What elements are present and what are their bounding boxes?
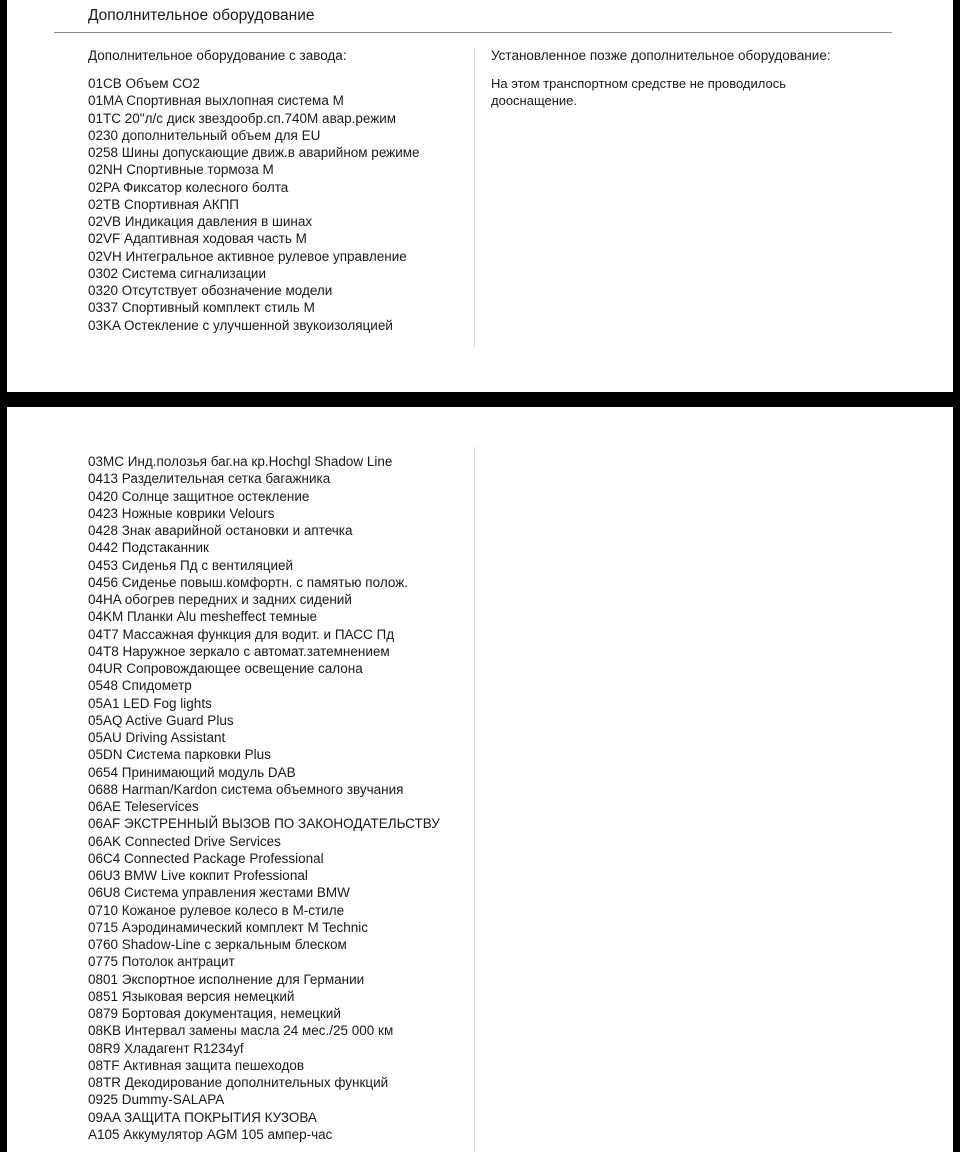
option-item: 06AK Connected Drive Services	[88, 833, 281, 849]
option-item: 0801 Экспортное исполнение для Германии	[88, 971, 365, 987]
option-item: 0320 Отсутствует обозначение модели	[88, 283, 333, 298]
option-item: 02PA Фиксатор колесного болта	[88, 179, 289, 195]
option-item: 08KB Интервал замены масла 24 мес./25 000 км	[88, 1023, 394, 1039]
option-item: 08TR Декодирование дополнительных функций	[88, 1075, 389, 1090]
option-item: 01MA Спортивная выхлопная система M	[88, 93, 344, 109]
option-item: 08TF Активная защита пешеходов	[88, 1057, 305, 1073]
title-divider	[54, 32, 892, 33]
option-item: 0423 Ножные коврики Velours	[88, 505, 275, 521]
option-item: 04UR Сопровождающее освещение салона	[88, 661, 363, 676]
factory-options-list-continued	[88, 453, 440, 1143]
option-item: 05AU Driving Assistant	[88, 730, 226, 745]
option-item: 03MC Инд.полозья баг.на кр.Hochgl Shadow Line	[88, 454, 393, 469]
option-item: 06AF ЭКСТРЕННЫЙ ВЫЗОВ ПО ЗАКОНОДАТЕЛЬСТВУ	[88, 816, 440, 832]
column-divider	[474, 48, 475, 348]
section-title: Дополнительное оборудование	[88, 7, 315, 24]
option-item: 0453 Сиденья Пд с вентиляцией	[88, 557, 294, 573]
option-item: 06AE Teleservices	[88, 799, 199, 814]
option-item: 0851 Языковая версия немецкий	[88, 988, 295, 1004]
option-item: 0413 Разделительная сетка багажника	[88, 471, 331, 487]
option-item: 02VB Индикация давления в шинах	[88, 214, 313, 229]
option-item: 06C4 Connected Package Professional	[88, 850, 324, 866]
option-item: 0654 Принимающий модуль DAB	[88, 764, 296, 780]
option-item: 0710 Кожаное рулевое колесо в M-стиле	[88, 902, 345, 918]
option-item: 0302 Система сигнализации	[88, 265, 267, 281]
document-page-2	[7, 407, 953, 1152]
option-item: 0456 Сиденье повыш.комфортн. с памятью полож.	[88, 574, 408, 590]
column-divider	[474, 447, 475, 1152]
option-item: 0258 Шины допускающие движ.в аварийном режиме	[88, 145, 420, 160]
option-item: A105 Аккумулятор AGM 105 ампер-час	[88, 1126, 333, 1142]
option-item: 09AA ЗАЩИТА ПОКРЫТИЯ КУЗОВА	[88, 1109, 317, 1125]
option-item: 04KM Планки Alu mesheffect темные	[88, 609, 318, 625]
retrofit-options-heading: Установленное позже дополнительное оборудование:	[491, 48, 831, 63]
option-item: 0715 Аэродинамический комплект M Technic	[88, 919, 368, 935]
option-item: 0230 дополнительный объем для EU	[88, 127, 321, 143]
option-item: 0442 Подстаканник	[88, 540, 209, 556]
option-item: 0337 Спортивный комплект стиль M	[88, 300, 315, 316]
option-item: 04HA обогрев передних и задних сидений	[88, 592, 352, 607]
option-item: 06U8 Система управления жестами BMW	[88, 885, 350, 901]
option-item: 02VF Адаптивная ходовая часть M	[88, 231, 307, 247]
option-item: 05DN Система парковки Plus	[88, 747, 271, 763]
factory-options-heading: Дополнительное оборудование с завода:	[88, 48, 347, 63]
factory-options-list	[88, 75, 420, 334]
option-item: 0775 Потолок антрацит	[88, 954, 235, 970]
option-item: 01TC 20"л/с диск звездообр.сп.740M авар.режим	[88, 110, 397, 126]
option-item: 04T7 Массажная функция для водит. и ПАСС Пд	[88, 626, 395, 642]
option-item: 05AQ Active Guard Plus	[88, 712, 234, 728]
option-item: 0879 Бортовая документация, немецкий	[88, 1006, 341, 1021]
option-item: 02VH Интегральное активное рулевое управление	[88, 248, 407, 264]
option-item: 0428 Знак аварийной остановки и аптечка	[88, 523, 353, 538]
option-item: 02TB Спортивная АКПП	[88, 196, 239, 212]
option-item: 0548 Спидометр	[88, 678, 192, 694]
option-item: 0420 Солнце защитное остекление	[88, 488, 310, 504]
option-item: 0760 Shadow-Line с зеркальным блеском	[88, 937, 347, 952]
option-item: 05A1 LED Fog lights	[88, 695, 212, 711]
option-item: 03KA Остекление с улучшенной звукоизоляцией	[88, 317, 393, 333]
option-item: 02NH Спортивные тормоза M	[88, 162, 274, 178]
option-item: 0925 Dummy-SALAPA	[88, 1092, 225, 1108]
document-page-1	[7, 0, 953, 392]
option-item: 01CB Объем CO2	[88, 76, 201, 91]
option-item: 0688 Harman/Kardon система объемного звучания	[88, 781, 404, 797]
option-item: 04T8 Наружное зеркало с автомат.затемнением	[88, 643, 390, 659]
option-item: 06U3 BMW Live кокпит Professional	[88, 868, 308, 883]
option-item: 08R9 Хладагент R1234yf	[88, 1040, 244, 1056]
retrofit-note: На этом транспортном средстве не проводилось дооснащение.	[491, 76, 787, 108]
